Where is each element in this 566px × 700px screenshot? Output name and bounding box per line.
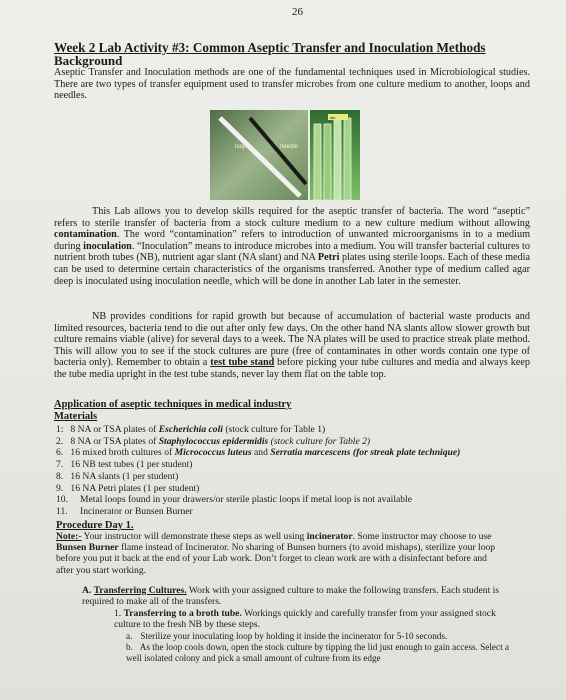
aseptic-paragraph: This Lab allows you to develop skills required for the aseptic transfer of bacteria. The word “aseptic” refers to sterile transfer of bacteria from a stock culture medium to a new culture medium without allowing contamination. The word “contamination” refers to introduction of unwanted microorganisms in to a medium during inoculation. “Inoculation” means to introduce microbes into a medium. You will transfer bacterial cultures to nutrient broth tubes (NB), nutrient agar slant (NA slant) and NA Petri plates using sterile loops. Each of these media can be used to determine certain characteristics of the organisms transferred. Another type of medium called agar deep is inoculated using inoculation needle, which will be done in another Lab later in the semester. (54, 206, 530, 287)
materials-heading: Materials (54, 411, 98, 422)
list-item: 2. 8 NA or TSA plates of Staphylococcus epidermidis (stock culture for Table 2) (56, 435, 371, 447)
list-item: 6. 16 mixed broth cultures of Micrococcus luteus and Serratia marcescens (for streak plate technique) (56, 447, 461, 459)
substep-a: a. Sterilize your inoculating loop by holding it inside the incinerator for 5-10 seconds. (126, 631, 448, 641)
list-item: 10. Metal loops found in your drawers/or sterile plastic loops if metal loop is not available (56, 494, 412, 506)
list-item: 8. 16 NA slants (1 per student) (56, 470, 179, 482)
media-paragraph: NB provides conditions for rapid growth but because of accumulation of bacterial waste products and limited resources, bacteria tend to die out after only few days. On the other hand NA slants allow slower growth but culture remains viable (alive) for several days to a week. The NA plates will be used to practice streak plate method. This will allow you to see if the stock cultures are pure (free of contaminates in other words contain one type of bacteria only). Remember to obtain a test tube stand before picking your tube cultures and media and always keep the tube media upright in the test tube stands, never lay them flat on the table top. (54, 311, 530, 380)
page-number: 26 (292, 6, 303, 18)
step-1: 1. Transferring to a broth tube. Workings quickly and carefully transfer from your assigned stock culture to the fresh NB by these steps. (114, 608, 496, 631)
list-item: 1: 8 NA or TSA plates of Escherichia coli (stock culture for Table 1) (56, 424, 326, 435)
test-tube-stand-term: test tube stand (210, 357, 275, 369)
list-item: 11. Incinerator or Bunsen Burner (56, 505, 193, 517)
needle-label: needle (280, 144, 299, 150)
instructor-note: Note:- Your instructor will demonstrate these steps as well using incinerator. Some instructor may choose to use Bunsen Burner flame instead of Incinerator. No sharing of Bunsen burners (to avoid mishaps), sterilize your loop before you put it back at the end of your Lab work. Don’t forget to clean work are with a disinfectant before and after you start working. (56, 531, 496, 576)
materials-list (56, 424, 460, 518)
loop-label: loop (235, 144, 247, 150)
section-a: A. Transferring Cultures. Work with your assigned culture to make the following transfers. Each student is required to make all of the transfers. (82, 585, 500, 608)
substep-b: b. As the loop cools down, open the stock culture by tipping the lid just enough to gain access. Select a well isolated colony and pick a small amount of culture from its edge (126, 642, 510, 663)
list-item: 7. 16 NB test tubes (1 per student) (56, 459, 193, 471)
loop-needle-figure (210, 110, 360, 200)
application-heading: Application of aseptic techniques in medical industry (54, 399, 292, 410)
list-item: 9. 16 NA Petri plates (1 per student) (56, 482, 200, 494)
background-heading: Background (54, 53, 123, 68)
procedure-heading: Procedure Day 1. (56, 520, 134, 531)
intro-paragraph: Aseptic Transfer and Inoculation methods are one of the fundamental techniques used in Microbiological studies. There are two types of transfer equipment used to transfer microbes from one culture medium to another, loops and needles. (54, 67, 530, 102)
tube-label: lab (330, 115, 336, 120)
page-title: Week 2 Lab Activity #3: Common Aseptic Transfer and Inoculation Methods (54, 40, 486, 55)
